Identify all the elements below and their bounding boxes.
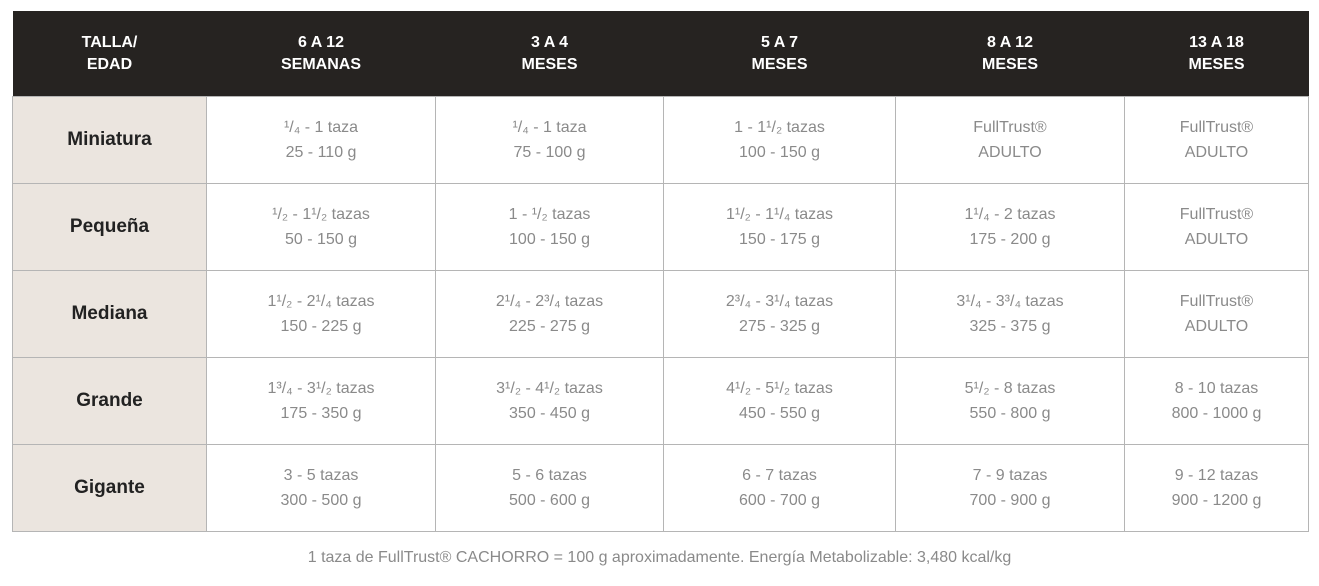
table-cell: [664, 358, 896, 445]
cell-amount-cups: 8 - 10 tazas: [1174, 380, 1259, 397]
table-cell: [1125, 358, 1309, 445]
table-row: [13, 97, 1309, 184]
feeding-table: [12, 11, 1309, 532]
row-size-label: Gigante: [13, 445, 207, 532]
table-cell: [664, 184, 896, 271]
cell-amount-grams: 500 - 600 g: [509, 492, 590, 509]
cell-amount-cups: ¹/₄ - 1 taza: [283, 119, 359, 136]
header-8-12-months: 8 A 12 MESES: [896, 11, 1125, 97]
cell-amount-grams: 175 - 350 g: [280, 405, 362, 422]
table-row: [13, 184, 1309, 271]
table-cell: [207, 97, 436, 184]
table-cell: [436, 445, 664, 532]
table-cell: [1125, 271, 1309, 358]
footnote: 1 taza de FullTrust® CACHORRO = 100 g aproximadamente. Energía Metabolizable: 3,480 kcal/kg: [307, 549, 1012, 566]
row-size-label: Grande: [13, 358, 207, 445]
cell-amount-grams: 600 - 700 g: [739, 492, 820, 509]
cell-amount-grams: ADULTO: [978, 144, 1042, 161]
cell-amount-grams: 100 - 150 g: [509, 231, 590, 248]
cell-amount-cups: 3 - 5 tazas: [283, 467, 359, 484]
table-row: [13, 271, 1309, 358]
cell-amount-grams: 100 - 150 g: [739, 144, 820, 161]
cell-amount-cups: 9 - 12 tazas: [1174, 467, 1259, 484]
table-cell: [664, 445, 896, 532]
cell-amount-cups: 6 - 7 tazas: [742, 467, 817, 484]
cell-amount-grams: 800 - 1000 g: [1171, 405, 1262, 422]
table-cell: [207, 184, 436, 271]
cell-amount-grams: 550 - 800 g: [969, 405, 1051, 422]
table-cell: [436, 358, 664, 445]
table-cell: [1125, 445, 1309, 532]
cell-amount-cups: FullTrust®: [1179, 206, 1254, 223]
cell-amount-cups: 3¹/₂ - 4¹/₂ tazas: [496, 380, 603, 397]
table-cell: [207, 445, 436, 532]
cell-amount-cups: ¹/₂ - 1¹/₂ tazas: [272, 206, 370, 223]
row-size-label: Pequeña: [13, 184, 207, 271]
cell-amount-cups: 2¹/₄ - 2³/₄ tazas: [495, 293, 604, 310]
cell-amount-cups: 1 - 1¹/₂ tazas: [734, 119, 825, 136]
table-cell: [436, 184, 664, 271]
cell-amount-cups: ¹/₄ - 1 taza: [512, 119, 587, 136]
cell-amount-cups: 1¹/₄ - 2 tazas: [964, 206, 1056, 223]
table-cell: [896, 97, 1125, 184]
table-cell: [207, 271, 436, 358]
cell-amount-grams: 700 - 900 g: [969, 492, 1051, 509]
cell-amount-grams: 150 - 175 g: [739, 231, 820, 248]
cell-amount-cups: 2³/₄ - 3¹/₄ tazas: [725, 293, 834, 310]
cell-amount-cups: 1 - ¹/₂ tazas: [508, 206, 591, 223]
cell-amount-grams: 25 - 110 g: [285, 144, 357, 161]
header-6-12-weeks: 6 A 12 SEMANAS: [207, 11, 436, 97]
table-cell: [1125, 184, 1309, 271]
cell-amount-grams: 150 - 225 g: [280, 318, 362, 335]
cell-amount-grams: 900 - 1200 g: [1171, 492, 1262, 509]
cell-amount-cups: FullTrust®: [1179, 293, 1254, 310]
cell-amount-grams: ADULTO: [1184, 318, 1249, 335]
table-cell: [436, 271, 664, 358]
cell-amount-grams: ADULTO: [1184, 144, 1249, 161]
cell-amount-grams: 50 - 150 g: [284, 231, 358, 248]
header-5-7-months: 5 A 7 MESES: [664, 11, 896, 97]
table-cell: [436, 97, 664, 184]
header-row: [13, 11, 1309, 97]
cell-amount-grams: 275 - 325 g: [739, 318, 820, 335]
cell-amount-grams: 325 - 375 g: [969, 318, 1051, 335]
cell-amount-cups: FullTrust®: [1179, 119, 1254, 136]
cell-amount-grams: 450 - 550 g: [739, 405, 820, 422]
table-cell: [664, 271, 896, 358]
table-cell: [896, 358, 1125, 445]
cell-amount-cups: 5 - 6 tazas: [512, 467, 587, 484]
table-cell: [207, 358, 436, 445]
cell-amount-grams: 75 - 100 g: [513, 144, 586, 161]
row-size-label: Mediana: [13, 271, 207, 358]
cell-amount-cups: 3¹/₄ - 3³/₄ tazas: [956, 293, 1064, 310]
header-size-age: TALLA/ EDAD: [13, 11, 207, 97]
cell-amount-cups: 1³/₄ - 3¹/₂ tazas: [267, 380, 375, 397]
table-cell: [1125, 97, 1309, 184]
header-3-4-months: 3 A 4 MESES: [436, 11, 664, 97]
cell-amount-cups: 5¹/₂ - 8 tazas: [964, 380, 1056, 397]
cell-amount-cups: 7 - 9 tazas: [972, 467, 1048, 484]
cell-amount-grams: 350 - 450 g: [509, 405, 590, 422]
table-cell: [664, 97, 896, 184]
table-row: [13, 445, 1309, 532]
cell-amount-cups: 1¹/₂ - 1¹/₄ tazas: [726, 206, 833, 223]
cell-amount-cups: FullTrust®: [973, 119, 1047, 136]
cell-amount-grams: 300 - 500 g: [280, 492, 362, 509]
row-size-label: Miniatura: [13, 97, 207, 184]
header-13-18-months: 13 A 18 MESES: [1125, 11, 1309, 97]
cell-amount-grams: 225 - 275 g: [509, 318, 590, 335]
cell-amount-cups: 4¹/₂ - 5¹/₂ tazas: [726, 380, 833, 397]
cell-amount-grams: ADULTO: [1184, 231, 1249, 248]
cell-amount-grams: 175 - 200 g: [969, 231, 1051, 248]
table-row: [13, 358, 1309, 445]
table-cell: [896, 184, 1125, 271]
table-cell: [896, 445, 1125, 532]
cell-amount-cups: 1¹/₂ - 2¹/₄ tazas: [267, 293, 375, 310]
table-cell: [896, 271, 1125, 358]
